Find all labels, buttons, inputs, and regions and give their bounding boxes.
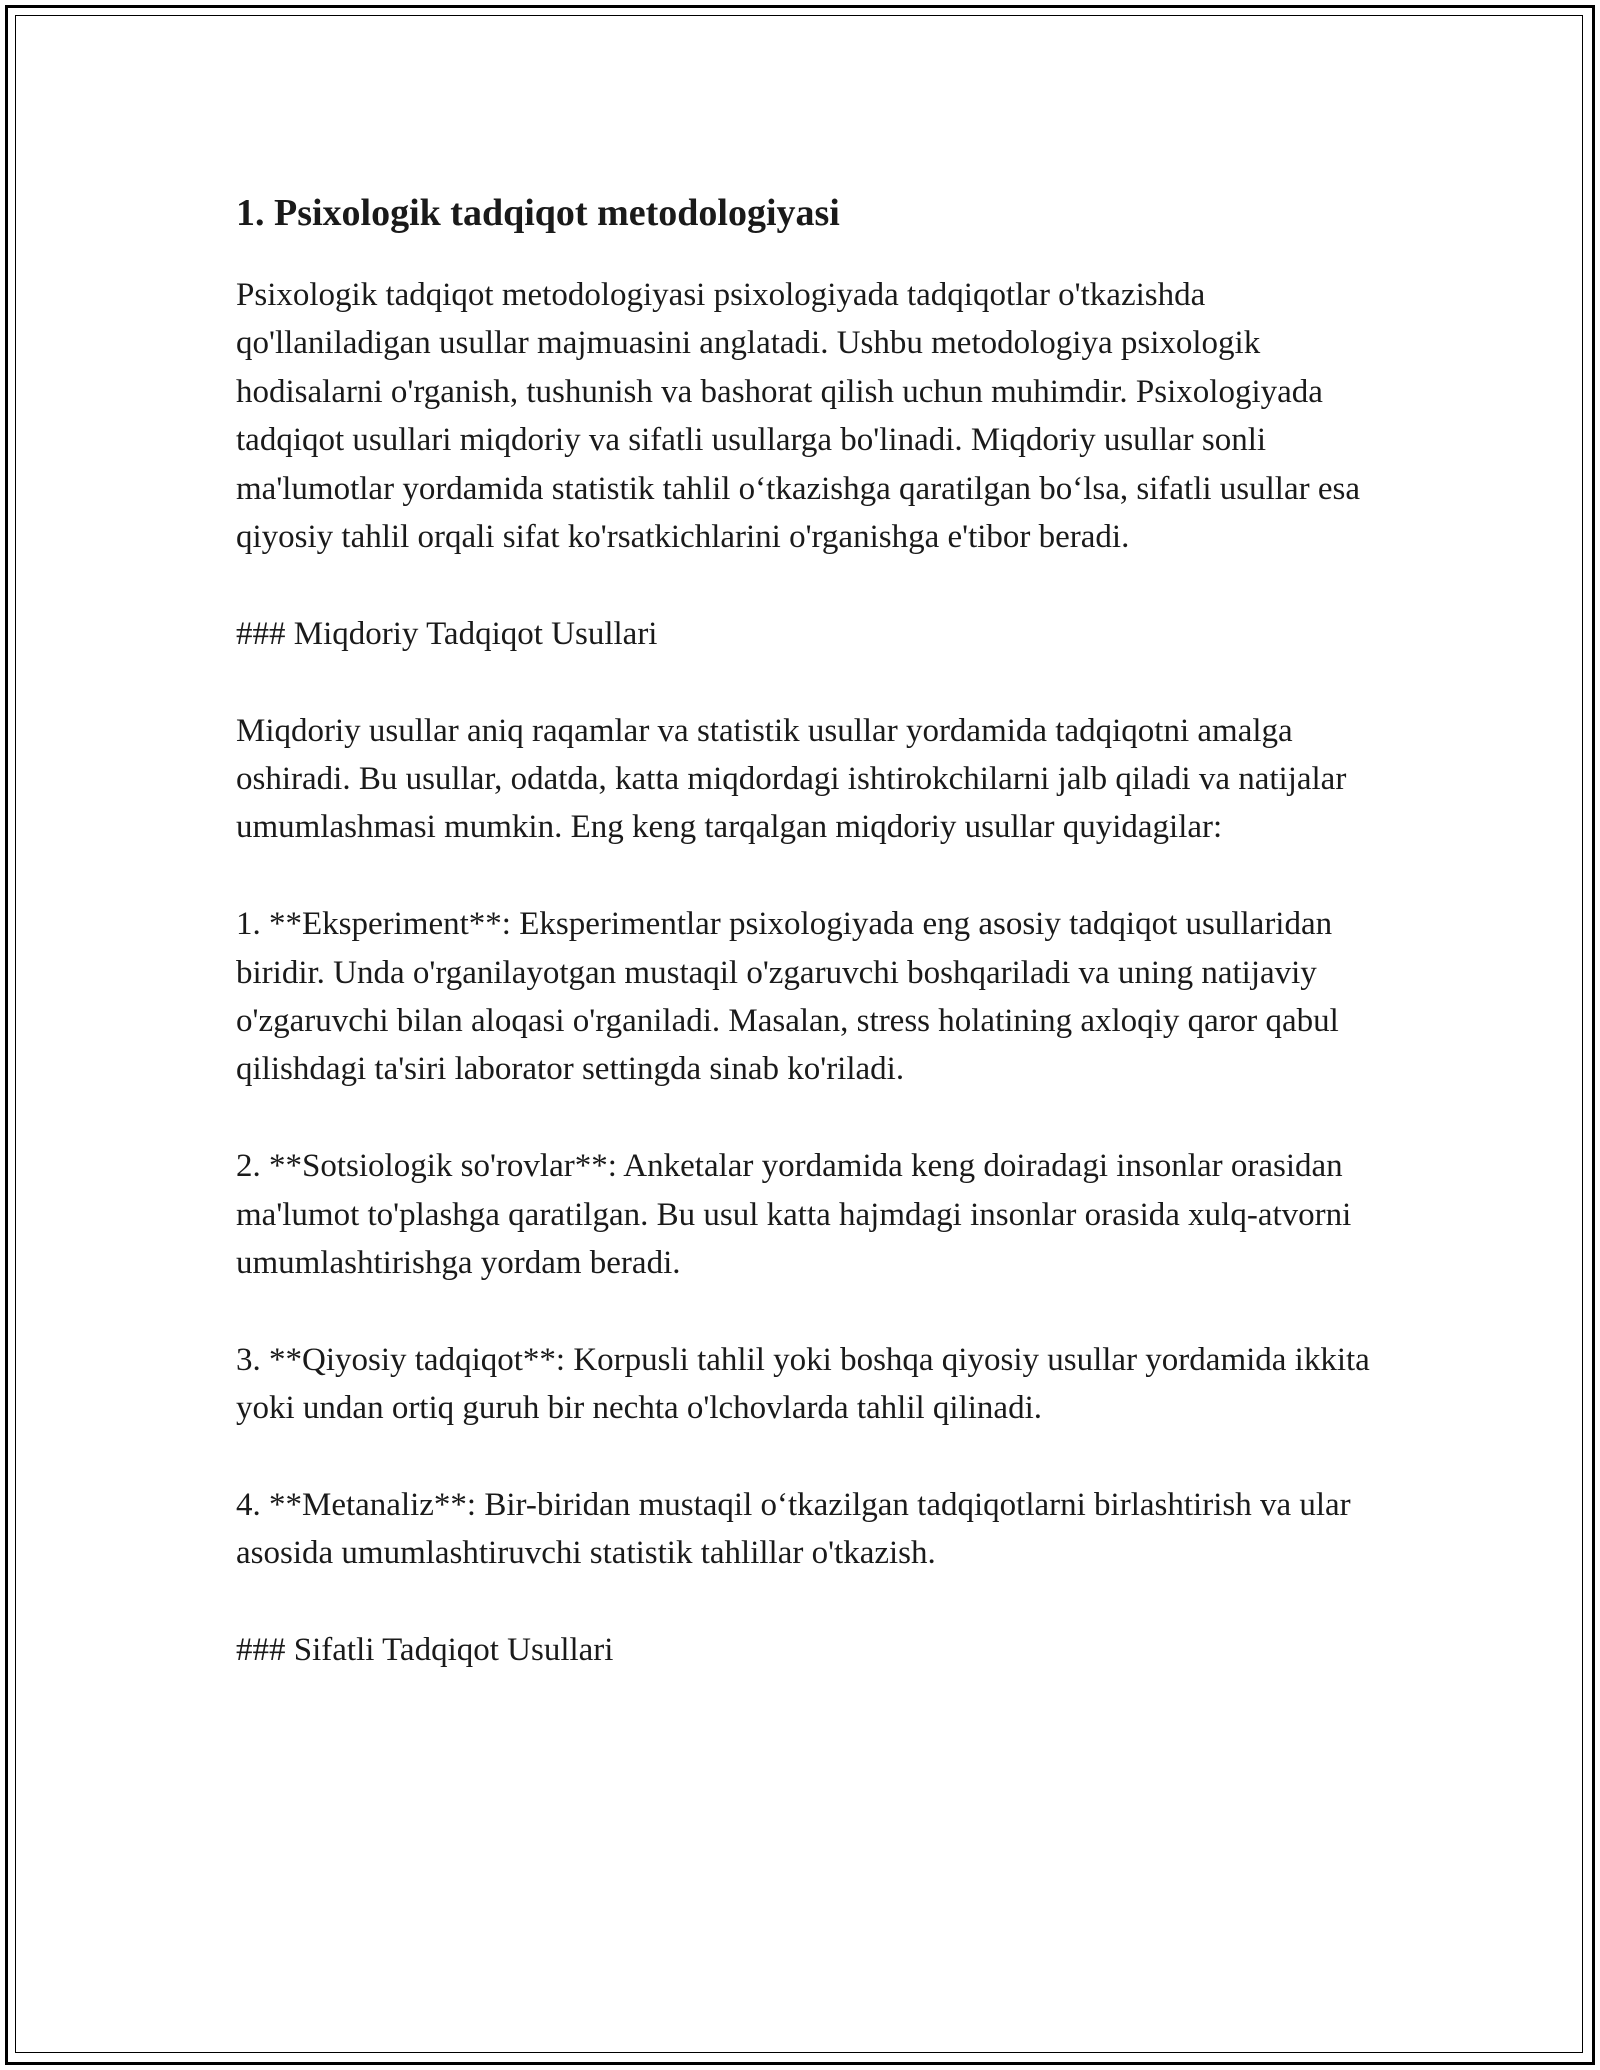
section-heading-quantitative: ### Miqdoriy Tadqiqot Usullari bbox=[236, 615, 658, 652]
paragraph-gap bbox=[236, 1287, 1376, 1335]
paragraph-gap bbox=[236, 561, 1376, 609]
document-body bbox=[236, 185, 1376, 1675]
paragraph-gap bbox=[236, 658, 1376, 706]
paragraph-gap bbox=[236, 1094, 1376, 1142]
paragraph-gap bbox=[236, 1433, 1376, 1481]
list-item-metaanalysis: 4. **Metanaliz**: Bir-biridan mustaqil o‘tkazilgan tadqiqotlarni birlashtirish va ular asosida umumlashtiruvchi statistik tahlillar o'tkazish. bbox=[236, 1487, 1351, 1572]
list-item-comparative: 3. **Qiyosiy tadqiqot**: Korpusli tahlil yoki boshqa qiyosiy usullar yordamida ikkita yoki undan ortiq guruh bir nechta o'lchovlarda tahlil qilinadi. bbox=[236, 1341, 1370, 1427]
intro-paragraph: Psixologik tadqiqot metodologiyasi psixologiyada tadqiqotlar o'tkazishda qo'llaniladigan usullar majmuasini anglatadi. Ushbu metodologiya psixologik hodisalarni o'rganish, tushunish va bashorat qilish uchun muhimdir. Psixologiyada tadqiqot usullari miqdoriy va sifatli usullarga bo'linadi. Miqdoriy usullar sonli ma'lumotlar yordamida statistik tahlil o‘tkazishga qaratilgan bo‘lsa, sifatli usullar esa qiyosiy tahlil orqali sifat ko'rsatkichlarini o'rganishga e'tibor beradi. bbox=[236, 277, 1360, 556]
list-item-experiment: 1. **Eksperiment**: Eksperimentlar psixologiyada eng asosiy tadqiqot usullaridan biridir. Unda o'rganilayotgan mustaqil o'zgaruvchi boshqariladi va uning natijaviy o'zgaruvchi bilan aloqasi o'rganiladi. Masalan, stress holatining axloqiy qaror qabul qilishdagi ta'siri laborator settingda sinab ko'riladi. bbox=[236, 906, 1339, 1088]
document-title: 1. Psixologik tadqiqot metodologiyasi bbox=[236, 192, 840, 234]
section-heading-qualitative: ### Sifatli Tadqiqot Usullari bbox=[236, 1632, 614, 1669]
paragraph-gap bbox=[236, 1578, 1376, 1626]
paragraph-gap bbox=[236, 852, 1376, 900]
quantitative-intro-paragraph: Miqdoriy usullar aniq raqamlar va statistik usullar yordamida tadqiqotni amalga oshiradi. Bu usullar, odatda, katta miqdordagi ishtirokchilarni jalb qiladi va natijalar umumlashmasi mumkin. Eng keng tarqalgan miqdoriy usullar quyidagilar: bbox=[236, 712, 1347, 846]
list-item-surveys: 2. **Sotsiologik so'rovlar**: Anketalar yordamida keng doiradagi insonlar orasidan ma'lumot to'plashga qaratilgan. Bu usul katta hajmdagi insonlar orasida xulq-atvorni umumlashtirishga yordam beradi. bbox=[236, 1148, 1352, 1282]
